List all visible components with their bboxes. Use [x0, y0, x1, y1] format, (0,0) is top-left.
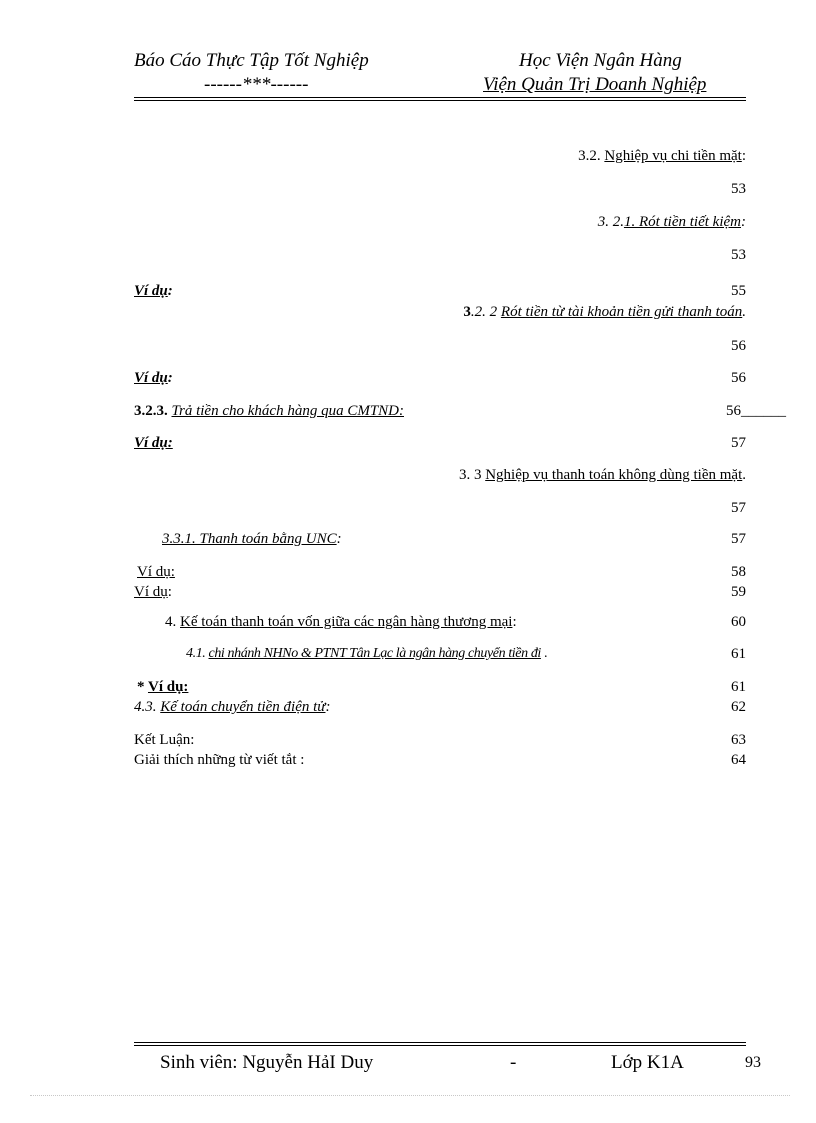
toc-entry-vi-du[interactable]: Ví dụ: — [134, 435, 173, 451]
toc-page-number: 63 — [731, 732, 746, 748]
footer-separator: - — [510, 1052, 517, 1073]
toc-page-number: 57 — [731, 531, 746, 547]
toc-entry-tra-tien-cmtnd[interactable]: 3.2.3. Trả tiền cho khách hàng qua CMTND: — [134, 403, 404, 419]
toc-page-number: 61 — [731, 679, 746, 695]
header-rule-top — [134, 97, 746, 98]
toc-entry-vi-du[interactable]: Ví dụ: — [134, 283, 173, 299]
toc-page-number: 57 — [731, 500, 746, 516]
toc-page-number: 60 — [731, 614, 746, 630]
toc-entry-rut-tien-tai-khoan[interactable]: 3.2. 2 Rót tiền từ tài khoản tiền gửi thanh toán. — [463, 304, 746, 320]
toc-page-number: 62 — [731, 699, 746, 715]
toc-entry-rut-tien-tiet-kiem[interactable]: 3. 2.1. Rót tiền tiết kiệm: — [597, 214, 746, 230]
toc-entry-giai-thich-tu-viet-tat[interactable]: Giải thích những từ viết tắt : — [134, 752, 305, 768]
header-left-subtitle: ------***------ — [204, 74, 309, 95]
toc-page-number: 61 — [731, 646, 746, 662]
toc-page-number: 57 — [731, 435, 746, 451]
header-left-title: Báo Cáo Thực Tập Tốt Nghiệp — [134, 50, 369, 71]
footer-rule-top — [134, 1042, 746, 1043]
toc-entry-chi-nhanh-tan-lac[interactable]: 4.1. chi nhánh NHNo & PTNT Tân Lạc là ngân hàng chuyển tiền đi . — [186, 646, 548, 661]
toc-entry-chuyen-tien-dien-tu[interactable]: 4.3. Kế toán chuyển tiền điện tử: — [134, 699, 331, 715]
page-bottom-dotted-border — [30, 1095, 790, 1096]
header-right-subtitle: Viện Quản Trị Doanh Nghiệp — [483, 74, 707, 95]
toc-page-number: 56 — [731, 338, 746, 354]
toc-entry-vi-du[interactable]: Ví dụ: — [137, 564, 175, 580]
footer-class: Lớp K1A — [611, 1052, 684, 1073]
toc-page-number-with-fill: 56______ — [726, 403, 786, 419]
toc-page-number: 53 — [731, 247, 746, 263]
toc-entry-vi-du[interactable]: Ví dụ: — [134, 584, 172, 600]
toc-page-number: 58 — [731, 564, 746, 580]
toc-entry-thanh-toan-unc[interactable]: 3.3.1. Thanh toán bằng UNC: — [162, 531, 342, 547]
toc-entry-vi-du[interactable]: * Ví dụ: — [137, 679, 189, 695]
toc-page-number: 64 — [731, 752, 746, 768]
footer-student-name: Sinh viên: Nguyễn HảI Duy — [160, 1052, 374, 1073]
toc-page-number: 59 — [731, 584, 746, 600]
header-right-title: Học Viện Ngân Hàng — [519, 50, 682, 71]
toc-page-number: 56 — [731, 370, 746, 386]
toc-page-number: 55 — [731, 283, 746, 299]
toc-entry-ket-luan[interactable]: Kết Luận: — [134, 732, 195, 748]
footer-page-number: 93 — [745, 1054, 761, 1071]
toc-entry-vi-du[interactable]: Ví dụ: — [134, 370, 173, 386]
toc-entry-chi-tien-mat[interactable]: 3.2. Nghiệp vụ chi tiền mặt: — [578, 148, 746, 164]
toc-entry-thanh-toan-khong-dung-tien-mat[interactable]: 3. 3 Nghiệp vụ thanh toán không dùng tiền mặt. — [458, 467, 746, 483]
footer-rule-bottom — [134, 1045, 746, 1046]
header-rule-bottom — [134, 100, 746, 101]
toc-page-number: 53 — [731, 181, 746, 197]
toc-entry-ke-toan-thanh-toan-von[interactable]: 4. Kế toán thanh toán vốn giữa các ngân hàng thương mại: — [165, 614, 517, 630]
